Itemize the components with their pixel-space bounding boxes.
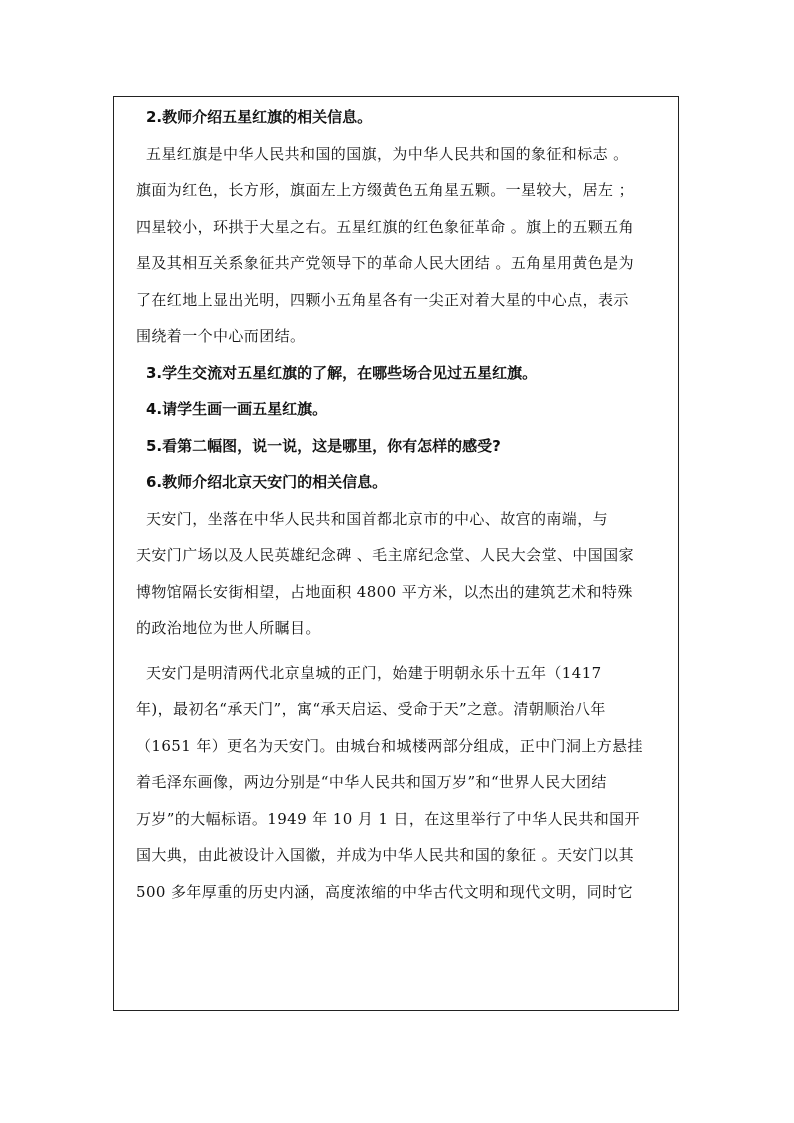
paragraph-line: 万岁”的大幅标语。1949 年 10 月 1 日，在这里举行了中华人民共和国开 (136, 809, 640, 828)
heading-step-6: 6.教师介绍北京天安门的相关信息。 (146, 473, 388, 491)
paragraph-tiananmen-history (136, 659, 666, 908)
paragraph-line: 国大典，由此被设计入国徽，并成为中华人民共和国的象征 。天安门以其 (136, 846, 634, 864)
heading-step-2: 2.教师介绍五星红旗的相关信息。 (146, 108, 373, 126)
paragraph-line: 旗面为红色，长方形，旗面左上方缀黄色五角星五颗。一星较大，居左 ； (136, 181, 634, 199)
heading-step-5: 5.看第二幅图，说一说，这是哪里，你有怎样的感受? (146, 436, 501, 455)
paragraph-line: 五星红旗是中华人民共和国的国旗，为中华人民共和国的象征和标志 。 (146, 144, 629, 163)
paragraph-line: 星及其相互关系象征共产党领导下的革命人民大团结 。五角星用黄色是为 (136, 254, 634, 272)
paragraph-line: 了在红地上显出光明，四颗小五角星各有一尖正对着大星的中心点，表示 (136, 290, 629, 309)
document-content (136, 103, 666, 914)
heading-step-3: 3.学生交流对五星红旗的了解，在哪些场合见过五星红旗。 (146, 363, 538, 382)
paragraph-line: 的政治地位为世人所瞩目。 (136, 619, 321, 637)
paragraph-line: 博物馆隔长安街相望，占地面积 4800 平方米，以杰出的建筑艺术和特殊 (136, 582, 633, 601)
paragraph-line: 天安门，坐落在中华人民共和国首都北京市的中心、故宫的南端，与 (146, 509, 609, 528)
paragraph-line: 天安门是明清两代北京皇城的正门，始建于明朝永乐十五年（1417 (146, 663, 602, 682)
paragraph-tiananmen-location (136, 505, 666, 644)
heading-step-4: 4.请学生画一画五星红旗。 (146, 400, 328, 418)
paragraph-line: 500 多年厚重的历史内涵，高度浓缩的中华古代文明和现代文明，同时它 (136, 882, 634, 901)
paragraph-line: 着毛泽东画像，两边分别是“中华人民共和国万岁”和“世界人民大团结 (136, 773, 607, 791)
paragraph-line: 天安门广场以及人民英雄纪念碑 、毛主席纪念堂、人民大会堂、中国国家 (136, 546, 634, 564)
paragraph-line: 围绕着一个中心而团结。 (136, 327, 306, 345)
paragraph-flag-description (136, 140, 666, 352)
paragraph-line: 年)，最初名“承天门”，寓“承天启运、受命于天”之意。清朝顺治八年 (136, 700, 606, 718)
paragraph-line: （1651 年）更名为天安门。由城台和城楼两部分组成，正中门洞上方悬挂 (136, 736, 643, 755)
paragraph-line: 四星较小，环拱于大星之右。五星红旗的红色象征革命 。旗上的五颗五角 (136, 217, 634, 236)
paragraph-gap (136, 651, 666, 659)
